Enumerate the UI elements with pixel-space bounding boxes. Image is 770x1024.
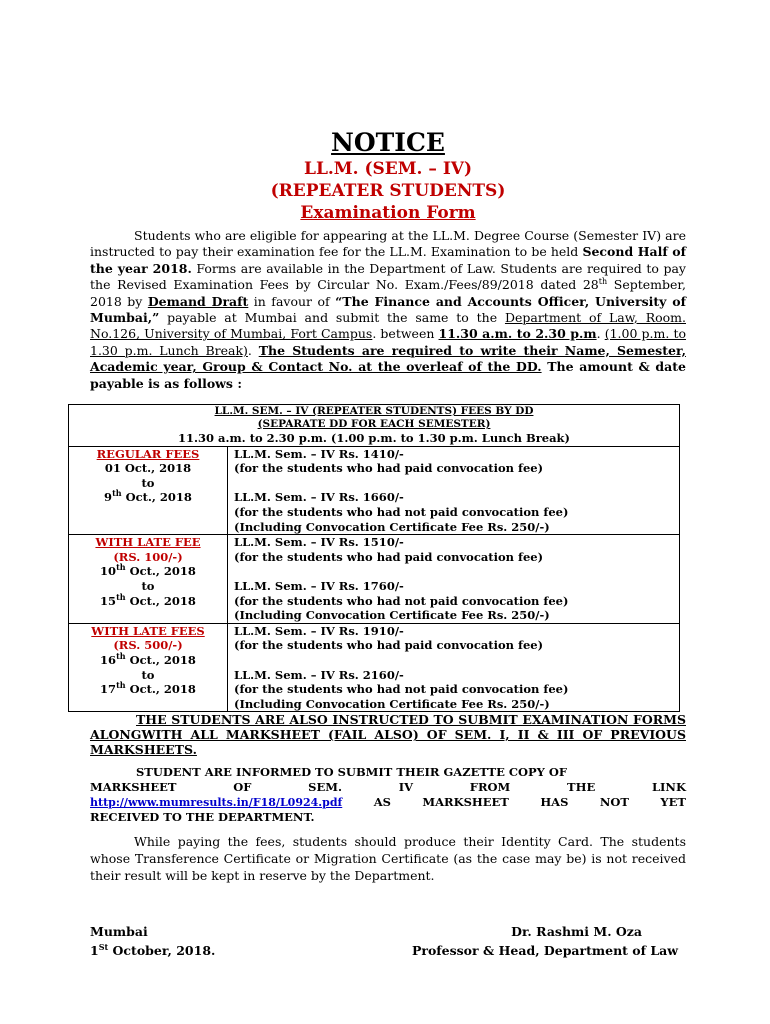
- notice-body-lower: [90, 712, 686, 897]
- table-subheading: (SEPARATE DD FOR EACH SEMESTER): [257, 418, 491, 430]
- fee-category-label: REGULAR FEES: [96, 446, 200, 461]
- signatory-name: Dr. Rashmi M. Oza: [511, 924, 642, 939]
- table-row: [69, 535, 680, 624]
- table-row: [69, 446, 680, 535]
- student-category: (REPEATER STUDENTS): [270, 181, 506, 201]
- results-link[interactable]: http://www.mumresults.in/F18/L0924.pdf: [90, 796, 343, 809]
- signatory-title: Professor & Head, Department of Law: [411, 943, 678, 958]
- place-date-block: [90, 922, 215, 960]
- fee-category-label: WITH LATE FEES: [91, 623, 205, 638]
- fee-category-label: WITH LATE FEE: [95, 535, 201, 550]
- table-heading: LL.M. SEM. – IV (REPEATER STUDENTS) FEES BY DD: [214, 405, 534, 417]
- table-row: [69, 623, 680, 712]
- fee-cell: LL.M. Sem. – IV Rs. 1910/- (for the students who had paid convocation fee) LL.M. Sem. – IV Rs. 2160/- (for the students who had not paid convocation fee) (Including Convocation Certificate Fee Rs. 250/-): [228, 623, 680, 712]
- form-title: Examination Form: [300, 203, 476, 223]
- fee-cell: LL.M. Sem. – IV Rs. 1510/- (for the students who had paid convocation fee) LL.M. Sem. – IV Rs. 1760/- (for the students who had not paid convocation fee) (Including Convocation Certificate Fee Rs. 250/-): [228, 535, 680, 624]
- date-cell: REGULAR FEES 01 Oct., 2018 to 9th Oct., 2018: [69, 446, 228, 535]
- intro-paragraph: Students who are eligible for appearing at the LL.M. Degree Course (Semester IV) are instructed to pay their examination fee for the LL.M. Examination to be held Second Half of the year 2018. Forms are available in the Department of Law. Students are required to pay the Revised Examination Fees by Circular No. Exam./Fees/89/2018 dated 28th September, 2018 by Demand Draft in favour of “The Finance and Accounts Officer, University of Mumbai,” payable at Mumbai and submit the same to the Department of Law, Room. No.126, University of Mumbai, Fort Campus. between 11.30 a.m. to 2.30 p.m. (1.00 p.m. to 1.30 p.m. Lunch Break). The Students are required to write their Name, Semester, Academic year, Group & Contact No. at the overleaf of the DD. The amount & date payable is as follows :: [90, 228, 687, 391]
- marksheet-instruction: THE STUDENTS ARE ALSO INSTRUCTED TO SUBMIT EXAMINATION FORMS ALONGWITH ALL MARKSHEET (FAIL ALSO) OF SEM. I, II & III OF PREVIOUS MARKSHEETS.: [90, 712, 686, 757]
- notice-date: 1St October, 2018.: [90, 941, 216, 958]
- date-cell: WITH LATE FEE (RS. 100/-) 10th Oct., 2018 to 15th Oct., 2018: [69, 535, 228, 624]
- fees-table-header: [69, 405, 680, 447]
- fee-cell: LL.M. Sem. – IV Rs. 1410/- (for the students who had paid convocation fee) LL.M. Sem. – IV Rs. 1660/- (for the students who had not paid convocation fee) (Including Convocation Certificate Fee Rs. 250/-): [228, 446, 680, 535]
- notice-header: [90, 128, 686, 392]
- fees-table: [68, 404, 680, 712]
- signature-block: [412, 922, 678, 960]
- place: Mumbai: [90, 924, 148, 939]
- table-timing: 11.30 a.m. to 2.30 p.m. (1.00 p.m. to 1.30 p.m. Lunch Break): [178, 431, 570, 445]
- gazette-instruction: STUDENT ARE INFORMED TO SUBMIT THEIR GAZETTE COPY OF MARKSHEET OF SEM. IV FROM THE LINK http://www.mumresults.in/F18/L0924.pdf AS MARKSHEET HAS NOT YET RECEIVED TO THE DEPARTMENT.: [90, 765, 686, 824]
- page-title: NOTICE: [331, 128, 445, 157]
- course-title: LL.M. (SEM. – IV): [303, 159, 473, 179]
- date-cell: WITH LATE FEES (RS. 500/-) 16th Oct., 2018 to 17th Oct., 2018: [69, 623, 228, 712]
- identity-card-paragraph: While paying the fees, students should produce their Identity Card. The students whose Transference Certificate or Migration Certificate (as the case may be) is not received their result will be kept in reserve by the Department.: [90, 834, 686, 883]
